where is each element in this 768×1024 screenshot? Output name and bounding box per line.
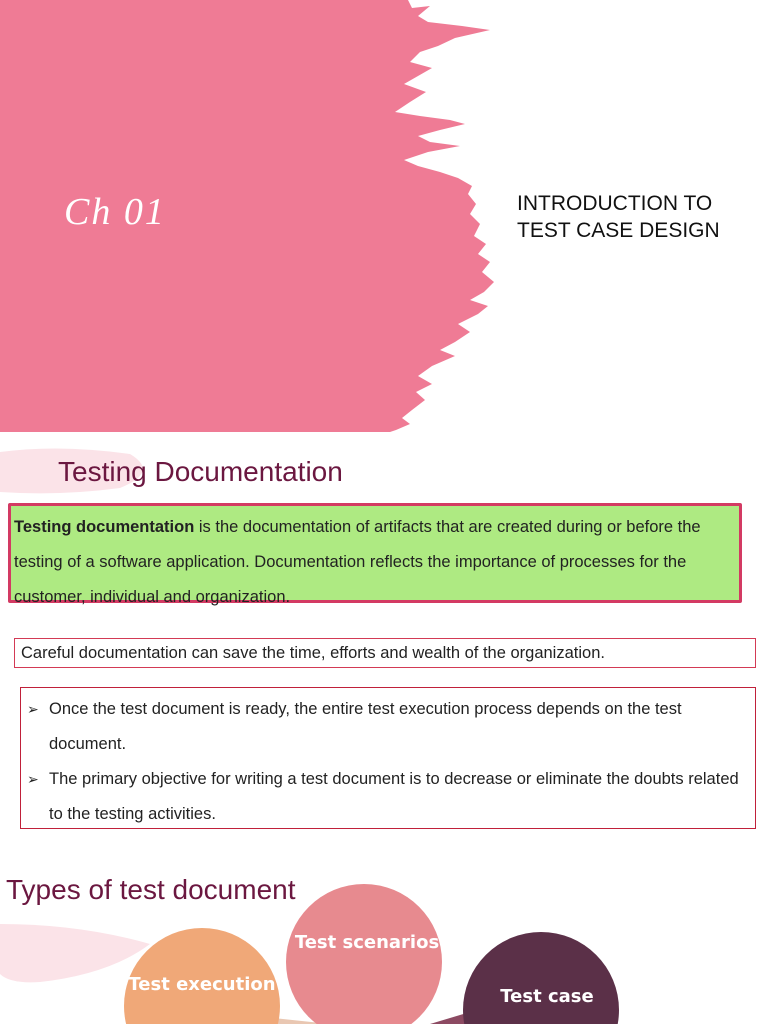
- list-item: [27, 692, 747, 762]
- definition-text: is the documentation of artifacts that are created during or before the testing of a software application. Documentation reflects the importance of processes for the customer, individual and organization.: [14, 518, 701, 606]
- test-case-circle: [463, 932, 619, 1024]
- section-heading: Types of test document: [6, 874, 296, 905]
- section-heading: Testing Documentation: [58, 456, 343, 487]
- types-of-test-document-slide: [0, 864, 768, 1024]
- testing-documentation-slide: [0, 432, 768, 864]
- bullet-text: The primary objective for writing a test document is to decrease or eliminate the doubts related to the testing activities.: [49, 770, 739, 823]
- bullet-list: [20, 687, 756, 829]
- test-case-label: Test case: [500, 986, 594, 1007]
- definition-term: Testing documentation: [14, 518, 195, 536]
- arrow-bullet-icon: ➢: [27, 701, 39, 717]
- bullet-text: Once the test document is ready, the entire test execution process depends on the test document.: [49, 700, 682, 753]
- arrow-bullet-icon: ➢: [27, 771, 39, 787]
- test-execution-label: Test execution: [128, 974, 276, 995]
- slide-title-line2: TEST CASE DESIGN: [517, 219, 720, 242]
- list-item: [27, 762, 747, 832]
- test-scenarios-circle: [286, 884, 442, 1024]
- slide-title-line1: INTRODUCTION TO: [517, 192, 713, 215]
- chapter-label: Ch 01: [64, 191, 166, 233]
- title-slide: [0, 0, 768, 432]
- definition-box: [8, 503, 742, 606]
- test-scenarios-label: Test scenarios: [294, 932, 440, 953]
- careful-note: Careful documentation can save the time, efforts and wealth of the organization.: [14, 638, 756, 668]
- slide-title: [517, 190, 747, 244]
